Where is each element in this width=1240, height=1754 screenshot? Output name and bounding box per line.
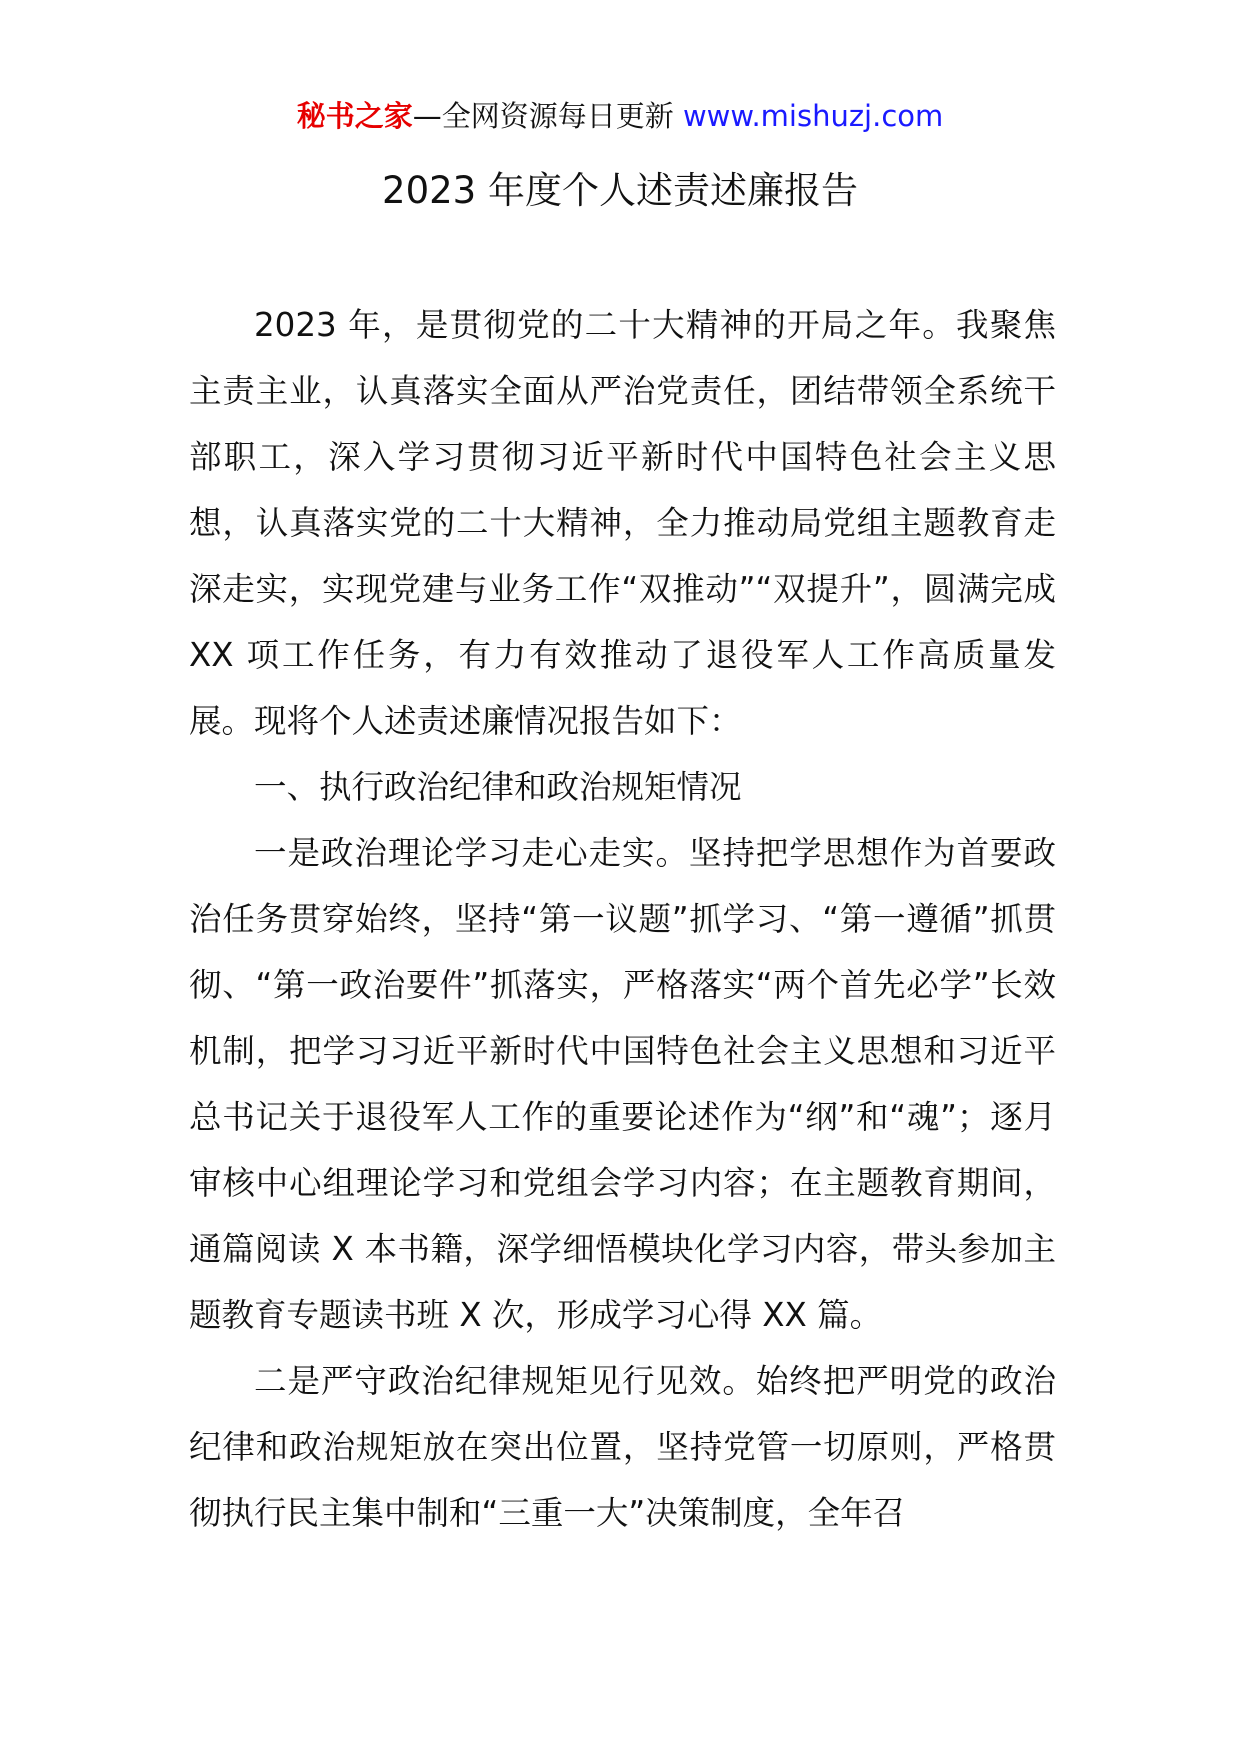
site-header (0, 96, 1240, 136)
body-paragraph-2: 二是严守政治纪律规矩见行见效。始终把严明党的政治纪律和政治规矩放在突出位置，坚持党管一切原则，严格贯彻执行民主集中制和“三重一大”决策制度，全年召 (189, 1362, 1056, 1532)
body-paragraph-1: 一是政治理论学习走心走实。坚持把学思想作为首要政治任务贯穿始终，坚持“第一议题”抓学习、“第一遵循”抓贯彻、“第一政治要件”抓落实，严格落实“两个首先必学”长效机制，把学习习近平新时代中国特色社会主义思想和习近平总书记关于退役军人工作的重要论述作为“纲”和“魂”；逐月审核中心组理论学习和党组会学习内容；在主题教育期间，通篇阅读 X 本书籍，深学细悟模块化学习内容，带头参加主题教育专题读书班 X 次，形成学习心得 XX 篇。 (189, 834, 1056, 1334)
section-heading-1: 一、执行政治纪律和政治规矩情况 (254, 768, 742, 806)
document-title: 2023 年度个人述责述廉报告 (382, 169, 858, 212)
header-slogan: —全网资源每日更新 (412, 99, 683, 133)
site-url-link[interactable]: www.mishuzj.com (682, 99, 944, 133)
intro-paragraph: 2023 年，是贯彻党的二十大精神的开局之年。我聚焦主责主业，认真落实全面从严治党责任，团结带领全系统干部职工，深入学习贯彻习近平新时代中国特色社会主义思想，认真落实党的二十大精神，全力推动局党组主题教育走深走实，实现党建与业务工作“双推动”“双提升”，圆满完成 XX 项工作任务，有力有效推动了退役军人工作高质量发展。现将个人述责述廉情况报告如下： (189, 306, 1056, 740)
document-body (189, 292, 1056, 1546)
brand-name: 秘书之家 (296, 99, 413, 133)
